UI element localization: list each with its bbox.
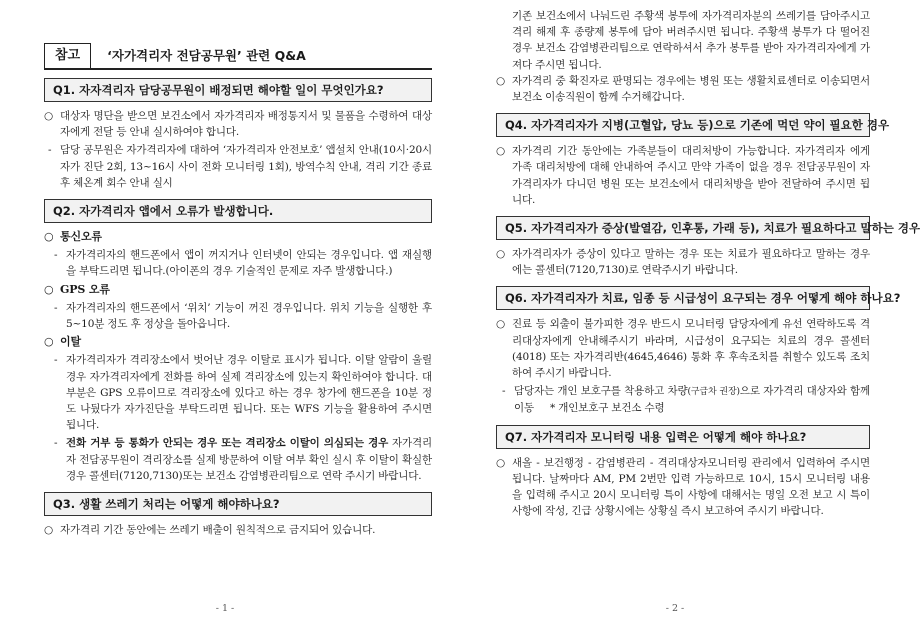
dash-bullet-icon: - xyxy=(54,249,58,262)
gps-error-text: 자가격리자의 핸드폰에서 ‘위치’ 기능이 꺼진 경우입니다. 위치 기능을 실행한 후 5~10분 정도 후 정상을 돌아옵니다. xyxy=(66,301,432,331)
q1-detail-text: 담당 공무원은 자가격리자에 대하여 ‘자가격리자 안전보호’ 앱설치 안내(10시·20시 자가 진단 2회, 13~16시 사이 전화 모니터링 1회), 방역수칙 안내, 격리 기간 종료 후 체온계 회수 안내 실시 xyxy=(60,144,432,189)
circle-bullet-icon: ○ xyxy=(44,230,54,244)
circle-bullet-icon: ○ xyxy=(44,282,54,296)
circle-bullet-icon: ○ xyxy=(44,110,54,122)
q1-answer-dash xyxy=(44,142,432,191)
q1-answer-bullet xyxy=(44,108,432,140)
q6-detail-note: (구급차 권장) xyxy=(687,387,740,398)
q5-answer-text: 자가격리자가 증상이 있다고 말하는 경우 또는 치료가 필요하다고 말하는 경우에는 콜센터(7120,7130)로 연락주시기 바랍니다. xyxy=(512,248,870,277)
question-2-heading: Q2. 자가격리자 앱에서 오류가 발생합니다. xyxy=(44,199,432,223)
q7-answer-bullet xyxy=(496,455,870,520)
q3-answer-text: 자가격리 기간 동안에는 쓰레기 배출이 원칙적으로 금지되어 있습니다. xyxy=(60,524,376,537)
q2-subheading-2 xyxy=(44,282,432,298)
page-2 xyxy=(450,0,920,636)
question-6-heading: Q6. 자가격리자가 치료, 임종 등 시급성이 요구되는 경우 어떻게 해야 하나요? xyxy=(496,286,870,310)
comm-error-text: 자가격리자의 핸드폰에서 앱이 꺼지거나 인터넷이 안되는 경우입니다. 앱 재실행을 부탁드리면 됩니다.(아이폰의 경우 기술적인 문제로 자주 발생합니다.) xyxy=(66,249,432,278)
reference-label: 참고 xyxy=(44,43,91,69)
q6-answer-dash xyxy=(496,383,870,416)
dash-bullet-icon: - xyxy=(54,437,58,450)
q2-item-4 xyxy=(44,435,432,484)
q1-answer-text: 대상자 명단을 받으면 보건소에서 자가격리자 배정통지서 및 물품을 수령하여 대상자에게 전달 등 안내 실시하여야 합니다. xyxy=(60,110,432,139)
question-5-heading: Q5. 자가격리자가 증상(발열감, 인후통, 가래 등), 치료가 필요하다고 말하는 경우 xyxy=(496,216,870,240)
q3-answer-bullet xyxy=(44,522,432,538)
circle-bullet-icon: ○ xyxy=(44,524,54,537)
dash-bullet-icon: - xyxy=(54,354,58,367)
departure-contact-text: 자가격리자 전담공무원이 격리장소를 실제 방문하여 이탈 여부 확인 실시 후 이탈이 확실한 경우 콜센터(7120,7130)또는 보건소 감염병관리팀으로 연락 주시기 바랍니다. xyxy=(66,437,432,482)
q2-subheading-3 xyxy=(44,334,432,350)
q6-detail-block xyxy=(514,383,870,416)
page-number-2: - 2 - xyxy=(665,603,685,614)
document-title: ‘자가격리자 전담공무원’ 관련 Q&A xyxy=(107,48,306,63)
circle-bullet-icon: ○ xyxy=(496,248,506,261)
departure-contact-condition: 전화 거부 등 통화가 안되는 경우 또는 격리장소 이탈이 의심되는 경우 xyxy=(66,437,389,450)
circle-bullet-icon: ○ xyxy=(496,318,506,331)
dash-bullet-icon: - xyxy=(502,385,506,398)
q2-item-3 xyxy=(44,352,432,433)
q4-answer-bullet xyxy=(496,143,870,208)
q4-answer-text: 자가격리 기간 동안에는 가족분들이 대리처방이 가능합니다. 자가격리자 에게 가족 대리처방에 대해 안내하여 주시고 만약 가족이 없을 경우 전담공무원이 자가격리자가 다니던 병원 또는 보건소에서 대리처방을 받아 전달하여 주시면 됩니다. xyxy=(512,145,870,206)
q3-answer-bullet-2 xyxy=(496,73,870,105)
departure-title: 이탈 xyxy=(60,335,81,349)
q6-answer-text: 진료 등 외출이 불가피한 경우 반드시 모니터링 담당자에게 유선 연락하도록 격리대상자에게 안내해주시기 바라며, 시급성이 요구되는 치료의 경우 콜센터(4018) 또는 자가격리반(4645,4646) 통화 후 후속조치를 취할수 있도록 조치하여 주시기 바랍니다. xyxy=(512,318,870,380)
page-1 xyxy=(0,0,450,636)
q2-item-1 xyxy=(44,247,432,279)
q2-subheading-1 xyxy=(44,229,432,245)
circle-bullet-icon: ○ xyxy=(496,456,506,469)
q7-answer-text: 새올 - 보건행정 - 감염병관리 - 격리대상자모니터링 관리에서 입력하여 주시면 됩니다. 날짜마다 AM, PM 2번만 입력 가능하므로 10시, 15시 모니터링 내용을 입력해 주시고 20시 모니터링 특이 사항에 대해서는 명일 오전 보고 시 특이사항에 작성, 긴급 상황시에는 상황실 즉시 보고하여 주시기 바랍니다. xyxy=(512,456,870,518)
q6-detail-tail: 으로 자가격리 대상자와 함께 이동 xyxy=(514,385,870,415)
q6-detail-text: 담당자는 개인 보호구를 착용하고 차량 xyxy=(514,385,688,398)
circle-bullet-icon: ○ xyxy=(44,335,54,349)
q2-item-2 xyxy=(44,300,432,332)
question-3-heading: Q3. 생활 쓰레기 처리는 어떻게 해야하나요? xyxy=(44,492,432,516)
page-number-1: - 1 - xyxy=(215,603,235,614)
q6-ppe-note: * 개인보호구 보건소 수령 xyxy=(549,402,665,415)
dash-bullet-icon: - xyxy=(48,144,52,157)
dash-bullet-icon: - xyxy=(54,301,58,314)
title-row xyxy=(44,38,432,70)
circle-bullet-icon: ○ xyxy=(496,145,506,158)
question-4-heading: Q4. 자가격리자가 지병(고혈압, 당뇨 등)으로 기존에 먹던 약이 필요한 경우 xyxy=(496,113,870,137)
circle-bullet-icon: ○ xyxy=(496,74,506,87)
question-7-heading: Q7. 자가격리자 모니터링 내용 입력은 어떻게 해야 하나요? xyxy=(496,425,870,449)
comm-error-title: 통신오류 xyxy=(60,230,102,244)
q3-continuation: 기존 보건소에서 나눠드린 주황색 봉투에 자가격리자분의 쓰레기를 담아주시고 격리 해제 후 종량제 봉투에 담아 버려주시면 됩니다. 주황색 봉투가 다 떨어진 경우 보건소 감염병관리팀으로 연락하셔서 추가 봉투를 받아 자가격리자에게 가져다 주시면 됩니다. xyxy=(512,10,870,71)
gps-error-title: GPS 오류 xyxy=(60,282,110,296)
departure-contact-block xyxy=(66,435,432,484)
q5-answer-bullet xyxy=(496,246,870,278)
question-1-heading: Q1. 자자격리자 담당공무원이 배정되면 해야할 일이 무엇인가요? xyxy=(44,78,432,102)
q6-answer-bullet xyxy=(496,316,870,381)
q3-answer-text-2: 자가격리 중 확진자로 판명되는 경우에는 병원 또는 생활치료센터로 이송되면서 보건소 이송직원이 함께 수거해갑니다. xyxy=(512,74,870,104)
departure-text: 자가격리자가 격리장소에서 벗어난 경우 이탈로 표시가 됩니다. 이탈 알람이 울릴 경우 자가격리자에게 전화를 하여 실제 격리장소에 있는지 확인하여야 합니다. 대부분은 GPS 오류이므로 격리장소에 있다고 하는 경우 창가에 핸드폰을 10분 정도 나뒀다가 자가진단을 부탁드리면 됩니다. 또는 WFS 기능을 활용하여 주시면 됩니다. xyxy=(66,354,432,432)
